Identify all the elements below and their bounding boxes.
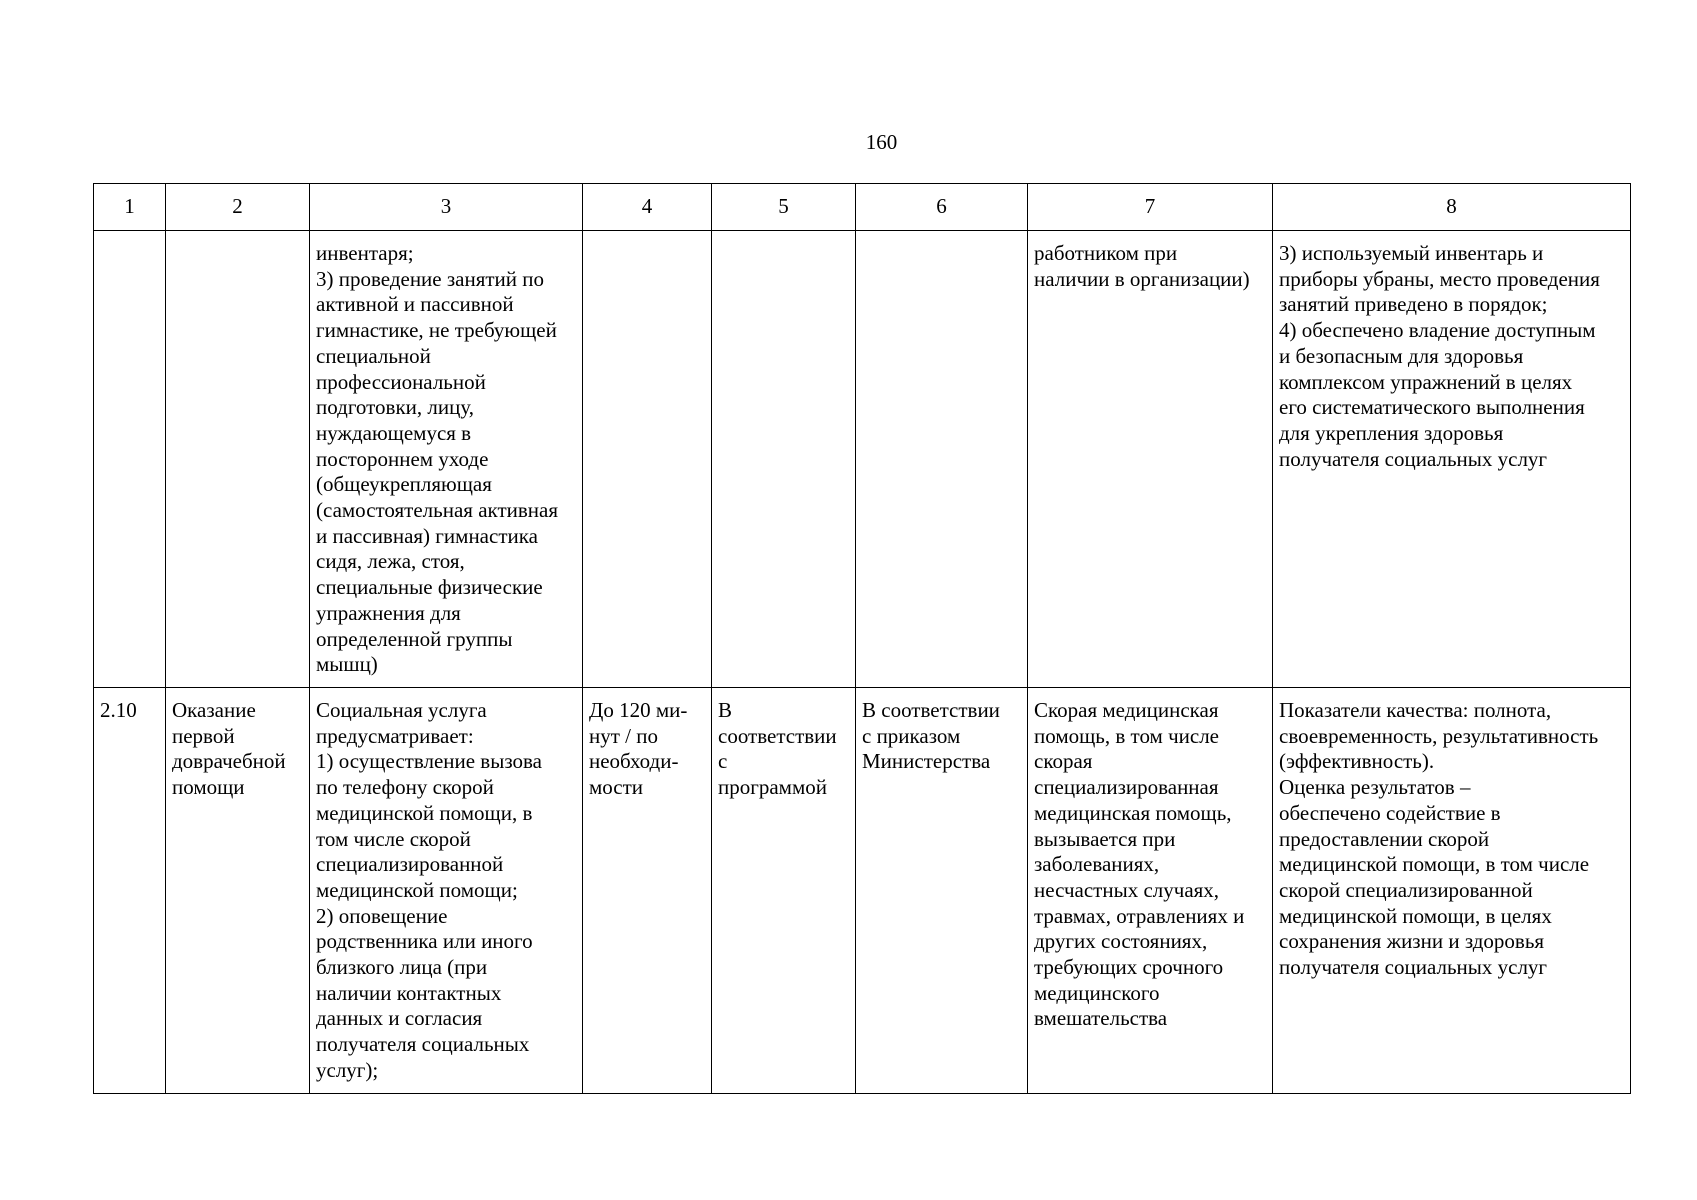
- header-col-6: 6: [856, 184, 1028, 231]
- header-col-3: 3: [310, 184, 583, 231]
- header-row: [94, 184, 1631, 231]
- header-col-4: 4: [583, 184, 712, 231]
- header-col-5: 5: [712, 184, 856, 231]
- cell-description: Социальная услуга предусматривает: 1) осуществление вызова по телефону скорой медицинской помощи, в том числе скорой специализированной медицинской помощи; 2) оповещение родственника или иного близкого лица (при наличии контактных данных и согласия получателя социальных услуг);: [310, 688, 583, 1094]
- table-row-2-10: [94, 688, 1631, 1094]
- cell-frequency: [712, 231, 856, 688]
- cell-quality: 3) используемый инвентарь и приборы убраны, место проведения занятий приведено в порядок; 4) обеспечено владение доступным и безопасным для здоровья комплексом упражнений в целях его систематического выполнения для укрепления здоровья получателя социальных услуг: [1273, 231, 1631, 688]
- cell-service-name: [166, 231, 310, 688]
- cell-cost: [856, 231, 1028, 688]
- cell-duration: [583, 231, 712, 688]
- cell-frequency: В соответствии с программой: [712, 688, 856, 1094]
- cell-number: [94, 231, 166, 688]
- table-row-continued: [94, 231, 1631, 688]
- header-col-2: 2: [166, 184, 310, 231]
- cell-number: 2.10: [94, 688, 166, 1094]
- header-col-1: 1: [94, 184, 166, 231]
- cell-conditions: работником при наличии в организации): [1028, 231, 1273, 688]
- cell-cost: В соответствии с приказом Министерства: [856, 688, 1028, 1094]
- cell-quality: Показатели качества: полнота, своевременность, результативность (эффективность). Оценка результатов – обеспечено содействие в предоставлении скорой медицинской помощи, в том числе скорой специализированной медицинской помощи, в целях сохранения жизни и здоровья получателя социальных услуг: [1273, 688, 1631, 1094]
- header-col-7: 7: [1028, 184, 1273, 231]
- services-table: [93, 183, 1631, 1094]
- cell-service-name: Оказание первой доврачебной помощи: [166, 688, 310, 1094]
- page-number: 160: [865, 130, 898, 154]
- header-col-8: 8: [1273, 184, 1631, 231]
- cell-duration: До 120 ми- нут / по необходи- мости: [583, 688, 712, 1094]
- cell-conditions: Скорая медицинская помощь, в том числе скорая специализированная медицинская помощь, вызывается при заболеваниях, несчастных случаях, травмах, отравлениях и других состояниях, требующих срочного медицинского вмешательства: [1028, 688, 1273, 1094]
- cell-description: инвентаря; 3) проведение занятий по активной и пассивной гимнастике, не требующей специальной профессиональной подготовки, лицу, нуждающемуся в постороннем уходе (общеукрепляющая (самостоятельная активная и пассивная) гимнастика сидя, лежа, стоя, специальные физические упражнения для определенной группы мышц): [310, 231, 583, 688]
